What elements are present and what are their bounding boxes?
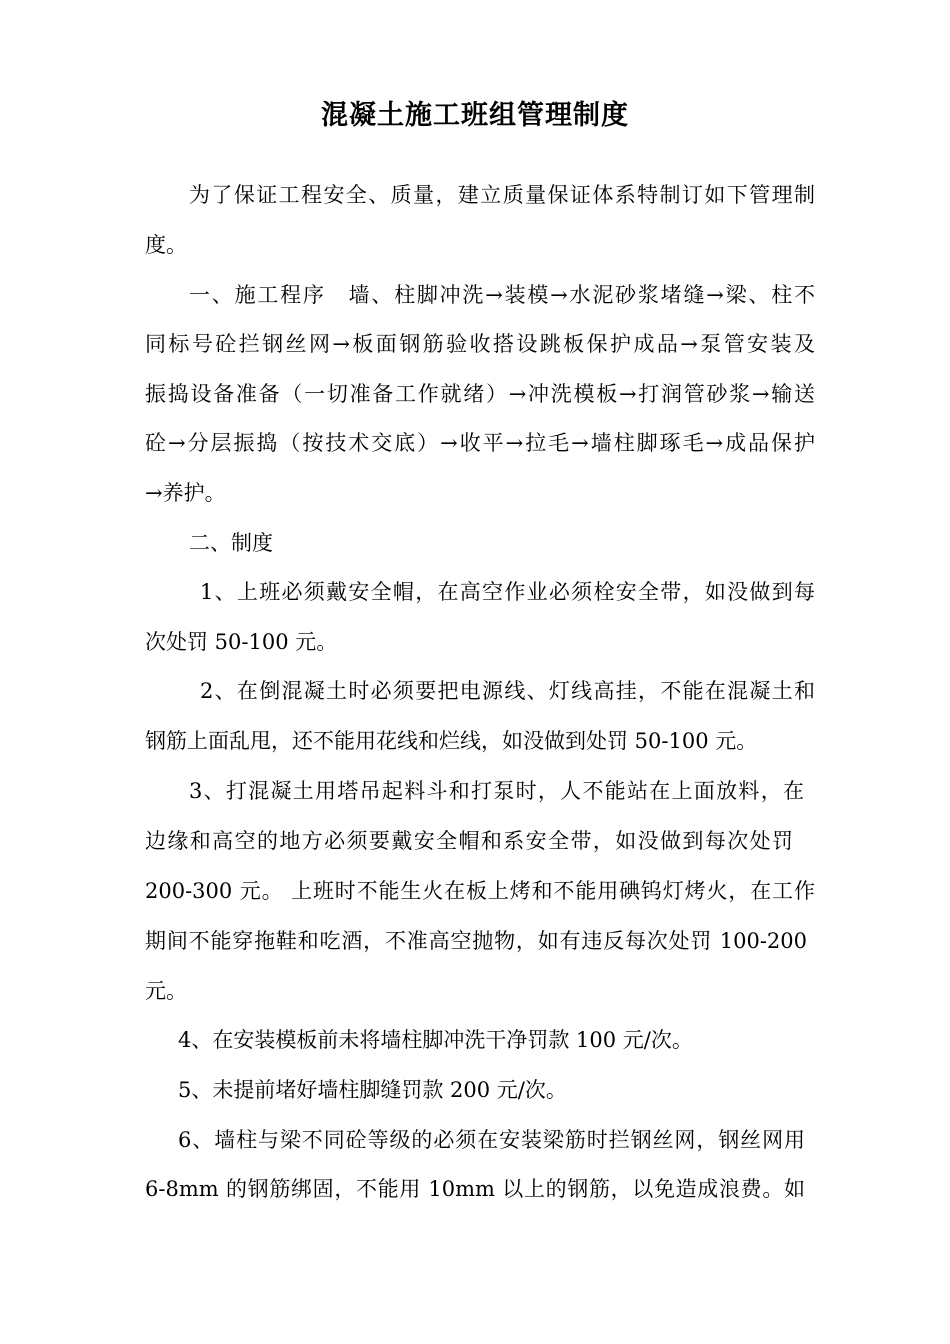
paragraph-line: 度。 (145, 233, 187, 257)
document-title: 混凝土施工班组管理制度 (321, 100, 629, 131)
paragraph-line: 2、在倒混凝土时必须要把电源线、灯线高挂，不能在混凝土和 (200, 679, 815, 703)
paragraph-line: 振捣设备准备（一切准备工作就绪）→冲洗模板→打润管砂浆→输送 (145, 382, 815, 406)
paragraph-line: 元。 (145, 979, 187, 1003)
paragraph-line: 同标号砼拦钢丝网→板面钢筋验收搭设跳板保护成品→泵管安装及 (145, 332, 815, 356)
paragraph-line: 边缘和高空的地方必须要戴安全帽和系安全带，如没做到每次处罚 (145, 829, 793, 853)
paragraph-line: 为了保证工程安全、质量，建立质量保证体系特制订如下管理制 (189, 183, 815, 207)
paragraph-line: 6、墙柱与梁不同砼等级的必须在安装梁筋时拦钢丝网，钢丝网用 (178, 1128, 805, 1152)
paragraph-line: 一、施工程序 墙、柱脚冲洗→装模→水泥砂浆堵缝→梁、柱不 (189, 283, 815, 307)
paragraph-line: 次处罚 50-100 元。 (145, 630, 338, 654)
paragraph-line: 钢筋上面乱甩，还不能用花线和烂线，如没做到处罚 50-100 元。 (145, 729, 758, 753)
paragraph-line: 6-8mm 的钢筋绑固，不能用 10mm 以上的钢筋，以免造成浪费。如 (145, 1177, 805, 1201)
paragraph-line: 3、打混凝土用塔吊起料斗和打泵时，人不能站在上面放料，在 (189, 779, 804, 803)
paragraph-line: 砼→分层振捣（按技术交底）→收平→拉毛→墙柱脚琢毛→成品保护 (145, 431, 815, 455)
paragraph-line: 200-300 元。 上班时不能生火在板上烤和不能用碘钨灯烤火，在工作 (145, 879, 815, 903)
paragraph-line: →养护。 (145, 481, 226, 505)
paragraph-line: 5、未提前堵好墙柱脚缝罚款 200 元/次。 (178, 1078, 567, 1102)
paragraph-line: 1、上班必须戴安全帽，在高空作业必须栓安全带，如没做到每 (200, 580, 815, 604)
paragraph-line: 4、在安装模板前未将墙柱脚冲洗干净罚款 100 元/次。 (178, 1028, 693, 1052)
paragraph-line: 期间不能穿拖鞋和吃酒，不准高空抛物，如有违反每次处罚 100-200 (145, 929, 807, 953)
section-heading: 二、制度 (189, 531, 273, 555)
